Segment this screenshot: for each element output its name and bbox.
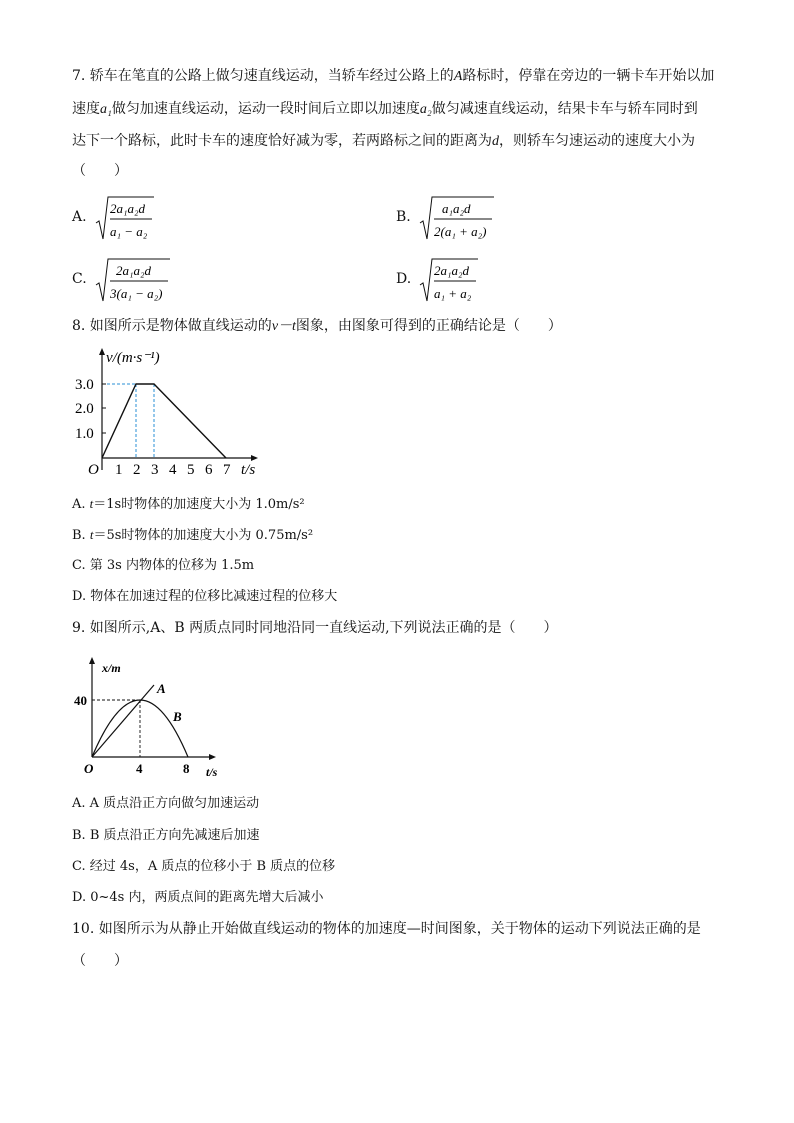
option-var: t bbox=[89, 496, 94, 511]
q8-var-vt: v－t bbox=[271, 319, 296, 334]
x-tick-label: 8 bbox=[183, 761, 190, 776]
option-text: B. bbox=[72, 528, 90, 543]
q7-text: 路标时，停靠在旁边的一辆卡车开始以加 bbox=[462, 68, 715, 84]
line-A bbox=[92, 685, 154, 757]
x-tick-label: 4 bbox=[169, 462, 177, 478]
numerator: 2a₁a₂d bbox=[116, 263, 152, 278]
q10-stem: 10. 如图所示为从静止开始做直线运动的物体的加速度—时间图象，关于物体的运动下列说法正确的是 bbox=[72, 921, 701, 937]
y-tick-label: 40 bbox=[74, 693, 87, 708]
radical-expression bbox=[94, 193, 214, 247]
q8-text: 8. 如图所示是物体做直线运动的 bbox=[72, 318, 272, 334]
x-tick-label: 2 bbox=[133, 462, 141, 478]
numerator: a₁a₂d bbox=[442, 201, 471, 216]
q9-option-c[interactable]: C. 经过 4s，A 质点的位移小于 B 质点的位移 bbox=[72, 859, 336, 874]
q8-option-c[interactable] bbox=[72, 556, 254, 576]
q7-var-A: A bbox=[453, 69, 463, 84]
origin-label: O bbox=[88, 462, 99, 478]
q7-var-a1: a₁ bbox=[100, 102, 112, 117]
option-text: ＝5s时物体的加速度大小为 0.75m/s² bbox=[93, 528, 314, 543]
option-label: C. bbox=[72, 271, 87, 287]
denominator: a₁ − a₂ bbox=[110, 224, 148, 239]
x-tick-label: 7 bbox=[223, 462, 231, 478]
q7-text: 做匀加速直线运动，运动一段时间后立即以加速度 bbox=[111, 101, 420, 117]
denominator: 3(a₁ − a₂) bbox=[110, 286, 163, 301]
y-axis-arrow bbox=[89, 657, 95, 664]
curve-label-B: B bbox=[173, 709, 182, 724]
radical-expression bbox=[418, 255, 538, 309]
q9-xt-graph bbox=[72, 655, 232, 780]
option-label: A. bbox=[72, 209, 87, 225]
option-text: ＝1s时物体的加速度大小为 1.0m/s² bbox=[93, 497, 305, 512]
curve-label-A: A bbox=[157, 681, 166, 696]
q9-option-a[interactable]: A. A 质点沿正方向做匀加速运动 bbox=[72, 796, 260, 811]
y-tick-label: 2.0 bbox=[75, 401, 94, 417]
q8-stem bbox=[72, 316, 562, 337]
x-tick-label: 4 bbox=[136, 761, 143, 776]
radical-expression bbox=[418, 193, 538, 247]
y-axis-arrow bbox=[99, 348, 105, 355]
q9-stem: 9. 如图所示,A、B 两质点同时同地沿同一直线运动,下列说法正确的是（ ） bbox=[72, 620, 558, 636]
q7-text: 7. 轿车在笔直的公路上做匀速直线运动，当轿车经过公路上的 bbox=[72, 68, 454, 84]
option-text: C. 第 3s 内物体的位移为 1.5m bbox=[72, 558, 255, 573]
q9-option-d[interactable]: D. 0~4s 内，两质点间的距离先增大后减小 bbox=[72, 890, 324, 905]
option-label: D. bbox=[396, 271, 412, 287]
q8-vt-graph bbox=[72, 348, 272, 478]
denominator: 2(a₁ + a₂) bbox=[434, 224, 487, 239]
y-axis-label: x/m bbox=[102, 661, 121, 675]
option-text: A. bbox=[72, 497, 90, 512]
q7-text: ，则轿车匀速运动的速度大小为 bbox=[499, 133, 695, 149]
option-var: t bbox=[89, 527, 94, 542]
numerator: 2a₁a₂d bbox=[434, 263, 470, 278]
x-tick-label: 1 bbox=[115, 462, 123, 478]
q7-text: 速度 bbox=[72, 101, 100, 117]
x-tick-label: 5 bbox=[187, 462, 195, 478]
q7-var-a2: a₂ bbox=[419, 102, 432, 117]
velocity-curve bbox=[102, 384, 226, 458]
numerator: 2a₁a₂d bbox=[110, 201, 146, 216]
q7-line-3 bbox=[72, 131, 695, 152]
q8-option-d[interactable] bbox=[72, 587, 337, 607]
x-tick-label: 3 bbox=[151, 462, 159, 478]
y-axis-label: v/(m·s⁻¹) bbox=[106, 350, 160, 366]
x-axis-arrow bbox=[209, 754, 216, 760]
q7-text: 达下一个路标，此时卡车的速度恰好减为零，若两路标之间的距离为 bbox=[72, 133, 492, 149]
q7-line-2 bbox=[72, 99, 698, 120]
y-tick-label: 3.0 bbox=[75, 377, 94, 393]
q9-option-b[interactable]: B. B 质点沿正方向先减速后加速 bbox=[72, 828, 260, 843]
x-axis-label: t/s bbox=[206, 765, 218, 779]
q7-text: 做匀减速直线运动，结果卡车与轿车同时到 bbox=[431, 101, 698, 117]
q7-line-1 bbox=[72, 66, 714, 87]
q7-answer-paren: （ ） bbox=[72, 163, 128, 179]
q8-option-a[interactable] bbox=[72, 494, 305, 515]
q10-answer-paren: （ ） bbox=[72, 953, 128, 969]
option-label: B. bbox=[396, 209, 411, 225]
x-axis-arrow bbox=[251, 455, 258, 461]
y-tick-label: 1.0 bbox=[75, 426, 94, 442]
denominator: a₁ + a₂ bbox=[434, 286, 472, 301]
x-axis-label: t/s bbox=[241, 462, 256, 478]
q8-option-b[interactable] bbox=[72, 525, 313, 546]
origin-label: O bbox=[84, 761, 94, 776]
q8-text: 图象，由图象可得到的正确结论是（ ） bbox=[295, 318, 562, 334]
x-tick-label: 6 bbox=[205, 462, 213, 478]
q7-var-d: d bbox=[492, 134, 499, 149]
option-text: D. 物体在加速过程的位移比减速过程的位移大 bbox=[72, 589, 338, 604]
radical-expression bbox=[94, 255, 214, 309]
